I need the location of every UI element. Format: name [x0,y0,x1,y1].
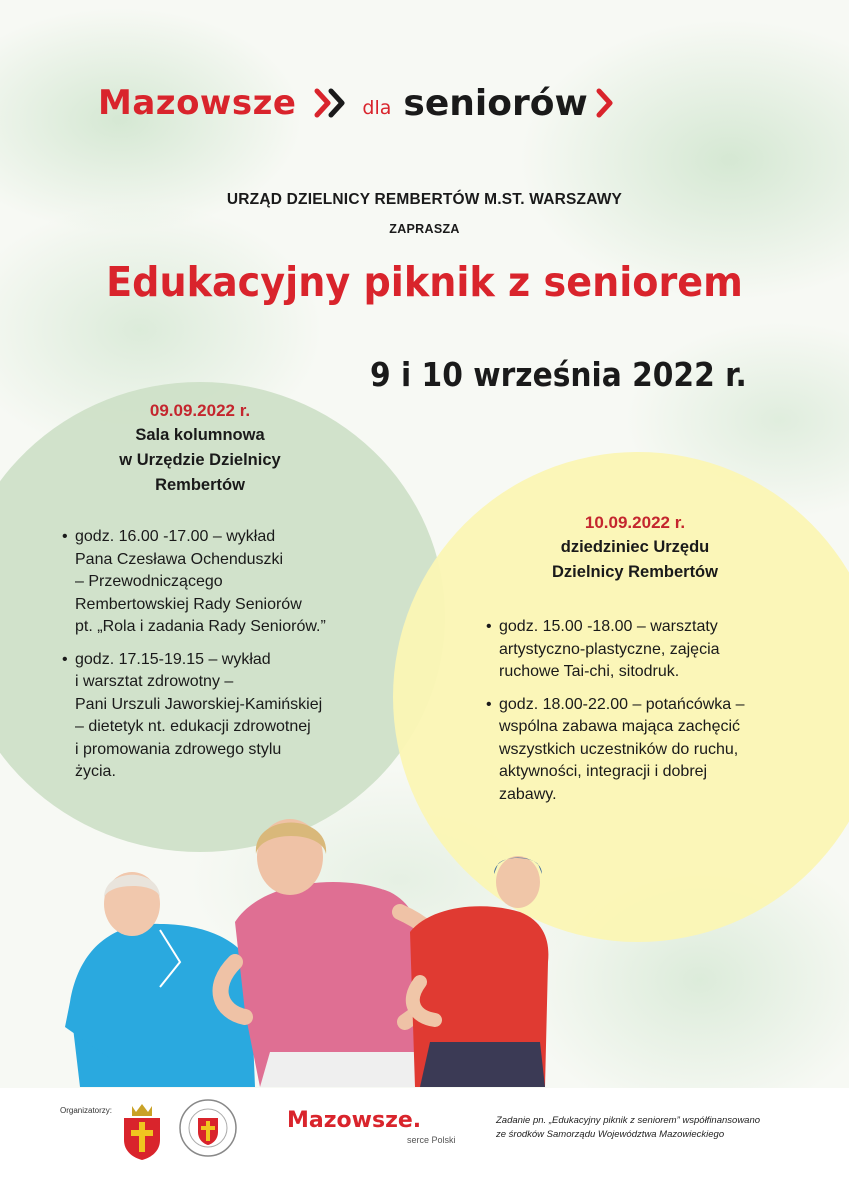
funding-line2: ze środków Samorządu Województwa Mazowieckiego [496,1129,725,1140]
organizers-label: Organizatorzy: [60,1106,113,1115]
day1-place-line2: w Urzędzie Dzielnicy [119,451,281,469]
program-logo [98,78,614,128]
logo-program: seniorów [403,82,588,124]
list-item: • godz. 17.15-19.15 – wykład i warsztat zdrowotny – Pani Urszuli Jaworskiej-Kamińskiej – dietetyk nt. edukacji zdrowotnej i promowania zdrowego stylu życia. [62,649,392,784]
logo-brand: Mazowsze [98,83,297,123]
event-title: Edukacyjny piknik z seniorem [106,258,743,306]
seniors-council-seal-logo [178,1098,238,1158]
double-chevron-icon [314,88,348,118]
day2-place-line2: Dzielnicy Rembertów [552,563,718,581]
day1-schedule [62,526,392,794]
list-item: • godz. 16.00 -17.00 – wykład Pana Czesława Ochenduszki – Przewodniczącego Rembertowskiej Rady Seniorów pt. „Rola i zadania Rady Seniorów.” [62,526,392,639]
invites-text: ZAPRASZA [389,222,460,236]
funding-note [496,1114,816,1142]
funding-line1: Zadanie pn. „Edukacyjny piknik z seniorem” współfinansowano [496,1115,761,1126]
day2-schedule [486,616,806,816]
day1-header [30,398,370,498]
list-item: • godz. 18.00-22.00 – potańcówka – wspólna zabawa mająca zachęcić wszystkich uczestników do ruchu, aktywności, integracji i dobrej zabawy. [486,694,806,807]
organizer-heading: URZĄD DZIELNICY REMBERTÓW M.ST. WARSZAWY [226,191,623,208]
footer-brand-logo: Mazowsze. [287,1108,422,1133]
day2-place-line1: dziedziniec Urzędu [560,538,710,556]
logo-dla: dla [362,97,392,119]
day1-place-line1: Sala kolumnowa [135,426,265,444]
day2-header [470,510,800,585]
day2-date: 10.09.2022 r. [584,513,686,532]
footer-brand-tagline: serce Polski [407,1135,456,1145]
seniors-exercising-photo [60,812,580,1087]
chevron-right-icon [596,88,614,118]
list-item: • godz. 15.00 -18.00 – warsztaty artystyczno-plastyczne, zajęcia ruchowe Tai-chi, sitodruk. [486,616,806,684]
rembertow-crest-logo [120,1100,164,1160]
senior-red-figure [410,856,548,1087]
event-dates: 9 i 10 września 2022 r. [370,355,747,394]
day1-place-line3: Rembertów [155,476,245,494]
day1-date: 09.09.2022 r. [149,401,251,420]
